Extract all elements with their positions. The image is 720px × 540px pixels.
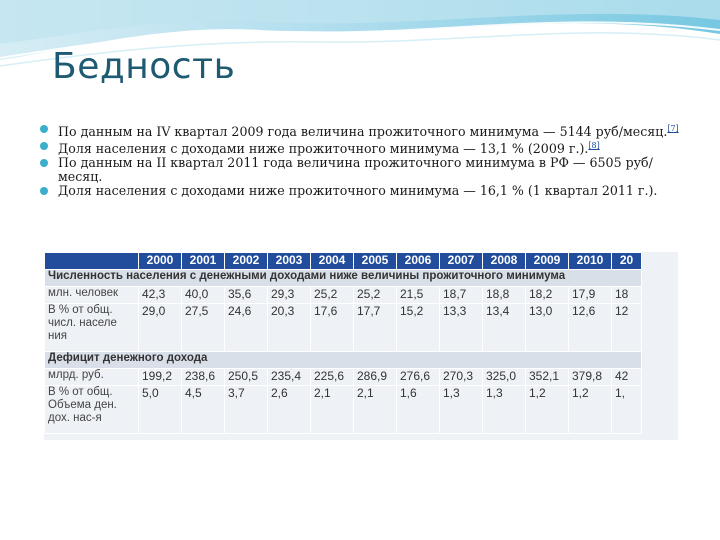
year-header: 2007 — [440, 253, 483, 270]
year-header: 2006 — [397, 253, 440, 270]
table-cell: 1,3 — [483, 386, 526, 434]
table-cell: 15,2 — [397, 304, 440, 352]
row-label: В % от общ. Объема ден. дох. нас-я — [45, 386, 139, 434]
table-cell: 25,2 — [311, 287, 354, 304]
table-cell: 12 — [612, 304, 642, 352]
table-cell: 20,3 — [268, 304, 311, 352]
table-cell: 379,8 — [569, 369, 612, 386]
year-header: 2002 — [225, 253, 268, 270]
footnote-link[interactable]: [8] — [588, 141, 600, 151]
year-header: 2004 — [311, 253, 354, 270]
year-header: 2009 — [526, 253, 569, 270]
table-cell: 1,2 — [526, 386, 569, 434]
table-cell: 27,5 — [182, 304, 225, 352]
table-cell: 352,1 — [526, 369, 569, 386]
table-cell: 18,2 — [526, 287, 569, 304]
year-header: 20 — [612, 253, 642, 270]
table-cell: 325,0 — [483, 369, 526, 386]
table-cell: 3,7 — [225, 386, 268, 434]
table-cell: 21,5 — [397, 287, 440, 304]
row-label: В % от общ. числ. населе ния — [45, 304, 139, 352]
year-header: 2005 — [354, 253, 397, 270]
table-cell: 13,4 — [483, 304, 526, 352]
year-header: 2003 — [268, 253, 311, 270]
table-cell: 12,6 — [569, 304, 612, 352]
bullet-dot-icon — [40, 159, 48, 167]
table-header-corner — [45, 253, 139, 270]
slide-title: Бедность — [52, 46, 236, 87]
table-cell: 18 — [612, 287, 642, 304]
table-row — [45, 287, 642, 304]
table-cell: 2,1 — [354, 386, 397, 434]
table-cell: 17,7 — [354, 304, 397, 352]
table-cell: 199,2 — [139, 369, 182, 386]
bullet-item: По данным на II квартал 2011 года величина прожиточного минимума в РФ — 6505 руб/месяц. — [40, 156, 680, 184]
table-cell: 235,4 — [268, 369, 311, 386]
table-cell: 1,2 — [569, 386, 612, 434]
table-row — [45, 369, 642, 386]
table-cell: 18,7 — [440, 287, 483, 304]
bullet-dot-icon — [40, 187, 48, 195]
bullet-item: Доля населения с доходами ниже прожиточного минимума — 16,1 % (1 квартал 2011 г.). — [40, 184, 680, 198]
table-cell: 1,6 — [397, 386, 440, 434]
table-cell: 5,0 — [139, 386, 182, 434]
table-cell: 4,5 — [182, 386, 225, 434]
table-cell: 40,0 — [182, 287, 225, 304]
table-section-row — [45, 352, 642, 369]
table-cell: 225,6 — [311, 369, 354, 386]
table-cell: 13,3 — [440, 304, 483, 352]
year-header: 2001 — [182, 253, 225, 270]
table-row — [45, 304, 642, 352]
table-cell: 1,3 — [440, 386, 483, 434]
table-section-row — [45, 270, 642, 287]
table-cell: 1, — [612, 386, 642, 434]
table-cell: 42 — [612, 369, 642, 386]
table-cell: 270,3 — [440, 369, 483, 386]
row-label: млн. человек — [45, 287, 139, 304]
year-header: 2008 — [483, 253, 526, 270]
table-cell: 25,2 — [354, 287, 397, 304]
table-cell: 276,6 — [397, 369, 440, 386]
poverty-table-image — [44, 252, 678, 440]
table-cell: 17,6 — [311, 304, 354, 352]
year-header: 2010 — [569, 253, 612, 270]
table-cell: 18,8 — [483, 287, 526, 304]
table-cell: 238,6 — [182, 369, 225, 386]
bullet-item: Доля населения с доходами ниже прожиточного минимума — 13,1 % (2009 г.).[8] — [40, 139, 680, 156]
bullet-dot-icon — [40, 125, 48, 133]
table-row — [45, 386, 642, 434]
table-cell: 250,5 — [225, 369, 268, 386]
table-header-row — [45, 253, 642, 270]
row-label: млрд. руб. — [45, 369, 139, 386]
table-cell: 29,3 — [268, 287, 311, 304]
bullet-list — [40, 122, 680, 198]
bullet-dot-icon — [40, 142, 48, 150]
section-title: Дефицит денежного дохода — [45, 352, 642, 369]
table-cell: 42,3 — [139, 287, 182, 304]
footnote-link[interactable]: [7] — [667, 124, 679, 133]
bullet-item: По данным на IV квартал 2009 года величина прожиточного минимума — 5144 руб/месяц.[7] — [40, 122, 680, 139]
table-cell: 29,0 — [139, 304, 182, 352]
table-cell: 13,0 — [526, 304, 569, 352]
table-cell: 24,6 — [225, 304, 268, 352]
table-cell: 35,6 — [225, 287, 268, 304]
table-cell: 286,9 — [354, 369, 397, 386]
poverty-table — [44, 252, 642, 434]
table-cell: 2,1 — [311, 386, 354, 434]
year-header: 2000 — [139, 253, 182, 270]
table-cell: 2,6 — [268, 386, 311, 434]
table-cell: 17,9 — [569, 287, 612, 304]
section-title: Численность населения с денежными доходами ниже величины прожиточного минимума — [45, 270, 642, 287]
